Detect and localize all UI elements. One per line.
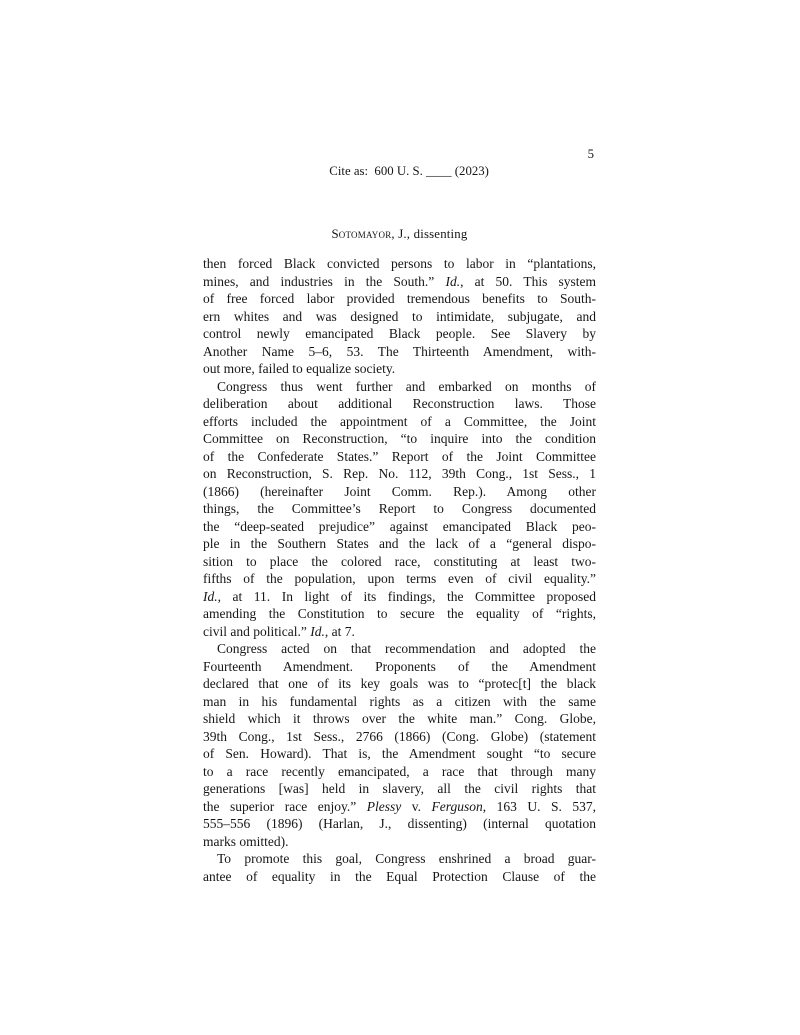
- body-line: of the Confederate States.” Report of the Joint Committee: [203, 448, 596, 464]
- running-head-suffix: , J., dissenting: [391, 227, 468, 241]
- body-line: Congress thus went further and embarked on months of: [217, 378, 596, 394]
- body-line: ern whites and was designed to intimidate, subjugate, and: [203, 308, 596, 324]
- page-number: 5: [587, 147, 594, 161]
- body-line: control newly emancipated Black people. See Slavery by: [203, 326, 596, 341]
- running-head-justice-name: Sotomayor: [331, 227, 392, 241]
- header-cite-row: [203, 146, 596, 214]
- paragraph: [203, 255, 596, 378]
- body-line: antee of equality in the Equal Protection Clause of the: [203, 868, 596, 884]
- paragraph: [203, 640, 596, 850]
- body-line: fifths of the population, upon terms even of civil equality.”: [203, 571, 596, 586]
- body-line: declared that one of its key goals was to “protec[t] the black: [203, 676, 596, 691]
- paragraph: [203, 850, 596, 885]
- body-line: Congress acted on that recommendation and adopted the: [217, 641, 596, 656]
- body-line: shield which it throws over the white man.” Cong. Globe,: [203, 711, 596, 726]
- body-line: efforts included the appointment of a Committee, the Joint: [203, 413, 596, 429]
- body-line: 39th Cong., 1st Sess., 2766 (1866) (Cong. Globe) (statement: [203, 728, 596, 744]
- body-line: ple in the Southern States and the lack of a “general dispo-: [203, 536, 596, 551]
- body-line: generations [was] held in slavery, all the civil rights that: [203, 781, 596, 796]
- opinion-body: [203, 255, 596, 885]
- body-line: on Reconstruction, S. Rep. No. 112, 39th Cong., 1st Sess., 1: [203, 466, 596, 481]
- body-line: man in his fundamental rights as a citizen with the same: [203, 693, 596, 709]
- body-line: Committee on Reconstruction, “to inquire into the condition: [203, 431, 596, 446]
- body-line: To promote this goal, Congress enshrined a broad guar-: [217, 851, 596, 866]
- body-line: the superior race enjoy.” Plessy v. Ferguson, 163 U. S. 537,: [203, 798, 596, 814]
- body-line: Id., at 11. In light of its findings, the Committee proposed: [203, 588, 596, 604]
- body-line: sition to place the colored race, constituting at least two-: [203, 553, 596, 569]
- body-line: civil and political.” Id., at 7.: [203, 623, 355, 639]
- body-line: the “deep-seated prejudice” against emancipated Black peo-: [203, 518, 596, 534]
- body-line: amending the Constitution to secure the equality of “rights,: [203, 606, 596, 621]
- running-head: [203, 226, 596, 243]
- body-line: Fourteenth Amendment. Proponents of the Amendment: [203, 658, 596, 674]
- body-line: deliberation about additional Reconstruction laws. Those: [203, 396, 596, 411]
- body-line: things, the Committee’s Report to Congress documented: [203, 501, 596, 516]
- body-line: of Sen. Howard). That is, the Amendment sought “to secure: [203, 746, 596, 761]
- body-line: out more, failed to equalize society.: [203, 361, 396, 376]
- body-line: to a race recently emancipated, a race that through many: [203, 763, 596, 779]
- body-line: of free forced labor provided tremendous benefits to South-: [203, 291, 596, 306]
- body-line: (1866) (hereinafter Joint Comm. Rep.). Among other: [203, 483, 596, 499]
- body-line: marks omitted).: [203, 833, 289, 849]
- body-line: Another Name 5–6, 53. The Thirteenth Amendment, with-: [203, 343, 596, 359]
- text-column: [203, 146, 596, 885]
- paragraph: [203, 378, 596, 641]
- body-line: then forced Black convicted persons to labor in “plantations,: [203, 256, 596, 271]
- body-line: 555–556 (1896) (Harlan, J., dissenting) (internal quotation: [203, 816, 596, 831]
- body-line: mines, and industries in the South.” Id., at 50. This system: [203, 273, 596, 289]
- cite-line: Cite as: 600 U. S. ____ (2023): [329, 164, 489, 178]
